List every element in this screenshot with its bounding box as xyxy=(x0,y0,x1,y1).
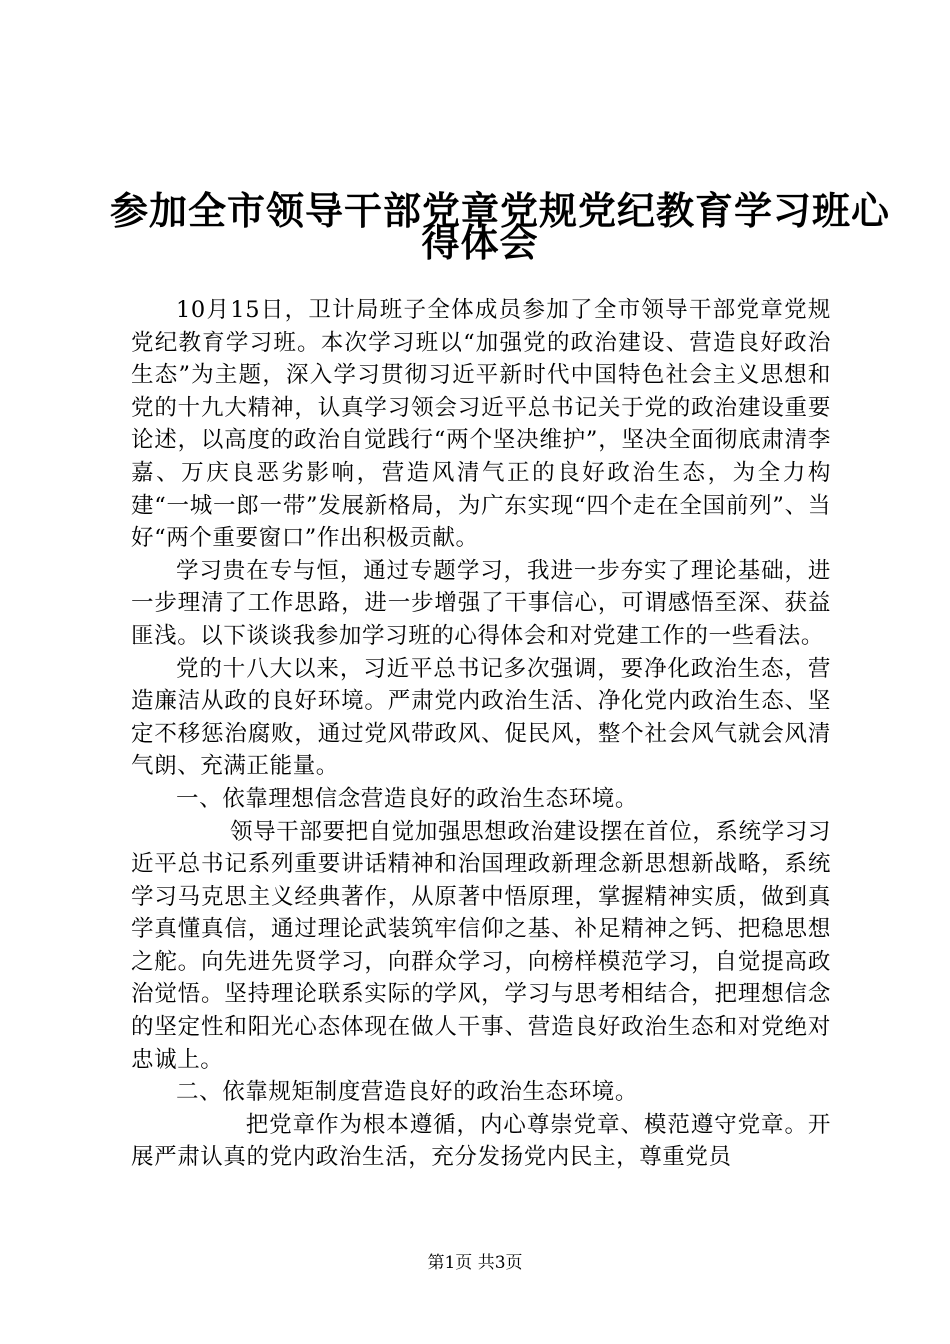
section-heading-1: 一、依靠理想信念营造良好的政治生态环境。 xyxy=(176,785,639,812)
paragraph-party-eighteenth: 党的十八大以来，习近平总书记多次强调，要净化政治生态，营造廉洁从政的良好环境。严肃党内政治生活、净化党内政治生态、坚定不移惩治腐败，通过党风带政风、促民风，整个社会风气就会风清气朗、充满正能量。 xyxy=(131,655,831,780)
paragraph-section-2-body: 把党章作为根本遵循，内心尊崇党章、模范遵守党章。开展严肃认真的党内政治生活，充分发扬党内民主，尊重党员 xyxy=(131,1111,831,1171)
document-title-line-1: 参加全市领导干部党章党规党纪教育学习班心 xyxy=(110,189,891,233)
document-title-line-2: 得体会 xyxy=(421,221,539,265)
paragraph-study-gains: 学习贵在专与恒，通过专题学习，我进一步夯实了理论基础，进一步理清了工作思路，进一步增强了干事信心，可谓感悟至深、获益匪浅。以下谈谈我参加学习班的心得体会和对党建工作的一些看法。 xyxy=(131,557,831,649)
paragraph-section-1-body: 领导干部要把自觉加强思想政治建设摆在首位，系统学习习近平总书记系列重要讲话精神和治国理政新理念新思想新战略，系统学习马克思主义经典著作，从原著中悟原理，掌握精神实质，做到真学真懂真信，通过理论武装筑牢信仰之基、补足精神之钙、把稳思想之舵。向先进先贤学习，向群众学习，向榜样模范学习，自觉提高政治觉悟。坚持理论联系实际的学风，学习与思考相结合，把理想信念的坚定性和阳光心态体现在做人干事、营造良好政治生态和对党绝对忠诚上。 xyxy=(131,818,831,1073)
paragraph-intro: 10月15日，卫计局班子全体成员参加了全市领导干部党章党规党纪教育学习班。本次学习班以“加强党的政治建设、营造良好政治生态”为主题，深入学习贯彻习近平新时代中国特色社会主义思想和党的十九大精神，认真学习领会习近平总书记关于党的政治建设重要论述，以高度的政治自觉践行“两个坚决维护”，坚决全面彻底肃清李嘉、万庆良恶劣影响，营造风清气正的良好政治生态，为全力构建“一城一郎一带”发展新格局，为广东实现“四个走在全国前列”、当好“两个重要窗口”作出积极贡献。 xyxy=(131,297,831,552)
page-footer: 第1页 共3页 xyxy=(427,1253,523,1273)
section-heading-2: 二、依靠规矩制度营造良好的政治生态环境。 xyxy=(176,1079,639,1106)
document-body xyxy=(131,294,831,1174)
